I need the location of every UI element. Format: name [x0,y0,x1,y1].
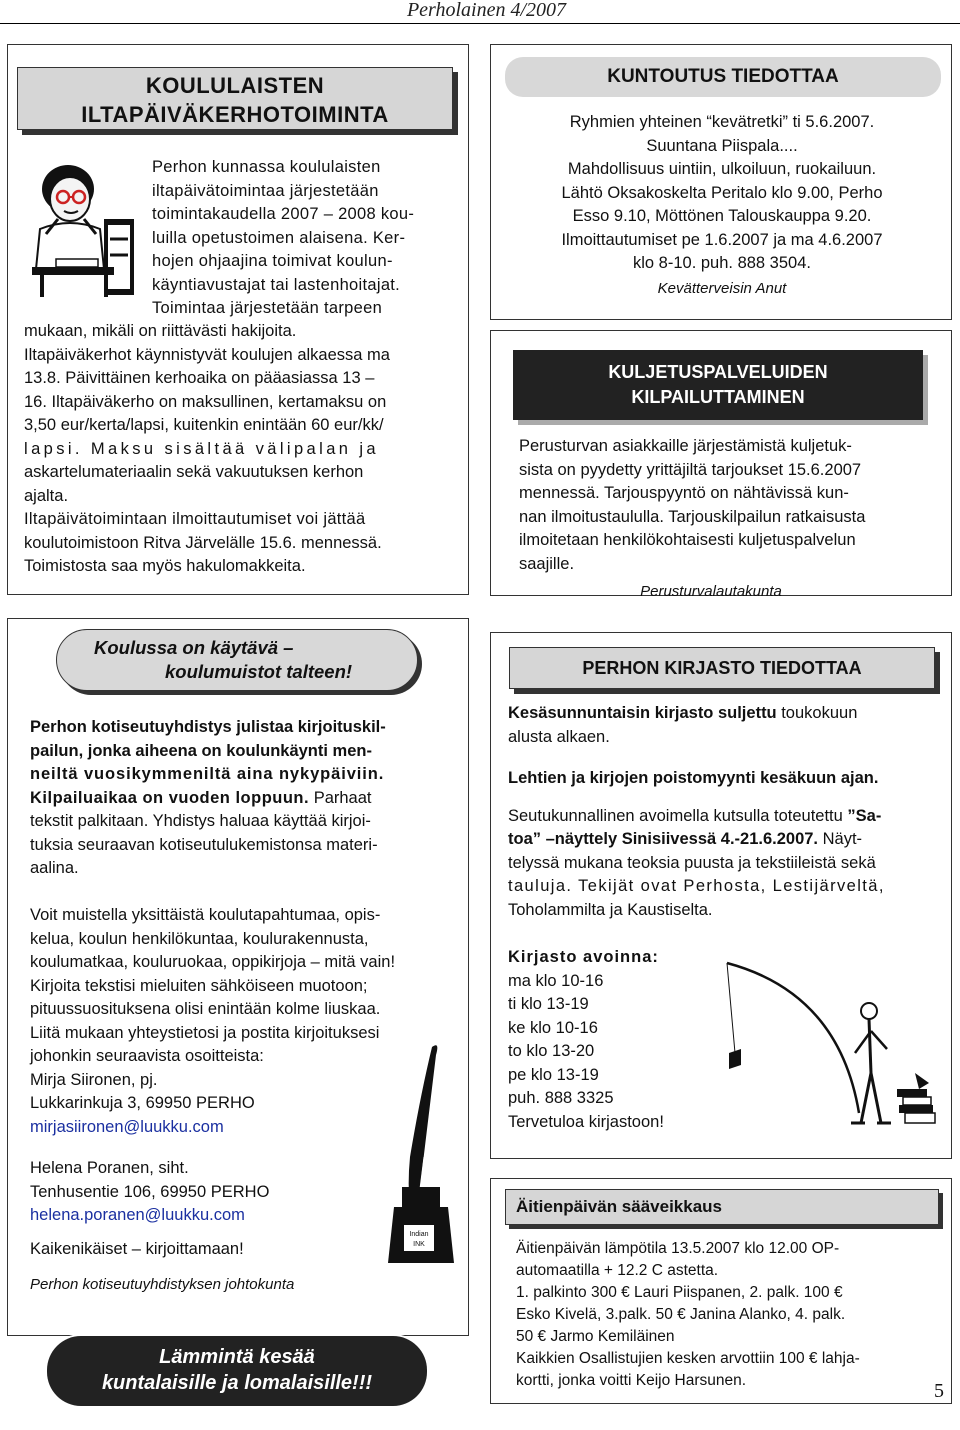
page-header [0,0,960,24]
kuljetus-line: saajille. [519,554,575,573]
koulussa-line5-rest: Parhaat [313,788,372,807]
koululaisten-line: hojen ohjaajina toimivat koulun- [152,252,393,270]
kirjasto-hours-line: puh. 888 3325 [508,1089,614,1107]
koulussa-bold-line: pailun, jonka aiheena on koulunkäynti men- [30,741,372,760]
kuntoutus-line: Ilmoittautumiset pe 1.6.2007 ja ma 4.6.2007 [561,230,883,249]
koulussa-para2-line: Lukkarinkuja 3, 69950 PERHO [30,1094,255,1112]
koululaisten-line: ajalta. [24,486,69,505]
kirjasto-p3-line3: telyssä mukana teoksia puusta ja tekstiileistä sekä [508,853,876,872]
aitienpaiva-line: automaatilla + 12.2 C astetta. [516,1262,719,1279]
kirjasto-p3-bold1: ”Sa- [847,806,882,825]
kuntoutus-title [505,57,941,97]
kirjasto-hours-line: pe klo 13-19 [508,1065,599,1084]
kirjasto-article [490,632,952,1159]
kirjasto-hours-line: ti klo 13-19 [508,995,589,1013]
kirjasto-hours-line: ma klo 10-16 [508,971,604,990]
kirjasto-hours-line: ke klo 10-16 [508,1018,598,1037]
koulussa-contact-line: Tenhusentie 106, 69950 PERHO [30,1182,270,1201]
kirjasto-hours-title: Kirjasto avoinna: [508,948,659,966]
aitienpaiva-line: 1. palkinto 300 € Lauri Piispanen, 2. palk. 100 € [516,1284,843,1301]
aitienpaiva-title-box [505,1189,939,1225]
aitienpaiva-line: Kaikkien Osallistujien kesken arvottiin 100 € lahja- [516,1350,860,1367]
kuntoutus-line: Esso 9.10, Möttönen Talouskauppa 9.20. [572,207,872,225]
koulussa-line: tekstit palkitaan. Yhdistys haluaa käyttää kirjoi- [30,812,371,830]
kuntoutus-line: Mahdollisuus uintiin, ulkoiluun, ruokailuun. [567,160,877,178]
koulussa-para2-line: kelua, koulun henkilökuntaa, koulurakennusta, [30,929,369,948]
koulussa-para2-line: Voit muistella yksittäistä koulutapahtumaa, opis- [30,906,381,924]
koululaisten-title-line1: KOULULAISTEN [145,73,325,98]
kirjasto-p2: Lehtien ja kirjojen poistomyynti kesäkuun ajan. [508,769,879,787]
koulussa-para2-line: Liitä mukaan yhteystietosi ja postita kirjoituksesi [30,1023,380,1042]
koululaisten-line: mukaan, mikäli on riittävästi hakijoita. [24,322,297,340]
koululaisten-line: Toimintaa järjestetään tarpeen [152,299,383,317]
koululaisten-line: Iltapäivätoimintaan ilmoittautumiset voi jättää [24,510,366,528]
kirjasto-p3-bold2: toa” –näyttely Sinisiivessä 4.-21.6.2007. [508,830,819,848]
aitienpaiva-title-text: Äitienpäivän sääveikkaus [516,1197,723,1216]
aitienpaiva-line: Äitienpäivän lämpötila 13.5.2007 klo 12.00 OP- [516,1240,840,1257]
email-link-mirja[interactable]: mirjasiironen@luukku.com [30,1117,224,1136]
reader-fishing-books-illustration [719,933,949,1133]
kuljetus-title-line1: KULJETUSPALVELUIDEN [608,362,828,382]
kuljetus-line: Perusturvan asiakkaille järjestämistä kuljetuk- [519,437,852,455]
kirjasto-p3-rest2: Näyt- [818,830,863,848]
email-link-helena[interactable]: helena.poranen@luukku.com [30,1206,245,1224]
kuntoutus-signature: Kevätterveisin Anut [657,279,787,297]
kirjasto-hours-line: Tervetuloa kirjastoon! [508,1112,664,1131]
kuntoutus-line: Lähtö Oksakoskelta Peritalo klo 9.00, Perho [561,183,883,202]
page-number: 5 [934,1380,944,1402]
kuntoutus-line: klo 8-10. puh. 888 3504. [633,254,811,272]
aitienpaiva-line: kortti, jonka voitti Keijo Harsunen. [516,1372,747,1389]
koululaisten-line: käyntiavustajat tai lastenhoitajat. [152,275,401,294]
koululaisten-line: Iltapäiväkerhot käynnistyvät koulujen alkaessa ma [24,345,390,364]
kuljetus-title-box [513,350,923,420]
kuntoutus-line: Suuntana Piispala.... [646,136,798,155]
kirjasto-p3-line5: Toholammilta ja Kaustiselta. [508,900,713,919]
koululaisten-article [7,44,469,595]
kirjasto-p1-line2: alusta alkaen. [508,727,610,746]
koululaisten-line: 13.8. Päivittäinen kerhoaika on pääasiassa 13 – [24,369,375,387]
koululaisten-line: koulutoimistoon Ritva Järvelälle 15.6. mennessä. [24,533,382,552]
kirjasto-p3-line4: tauluja. Tekijät ovat Perhosta, Lestijärveltä, [508,877,885,895]
koulussa-title-box [56,629,418,691]
koulussa-para2-line: koulumatkaa, kouluruokaa, oppikirjoja – mitä vain! [30,953,396,971]
koulussa-article [7,618,469,1336]
koulussa-bold-line: Kilpailuaikaa on vuoden loppuun. [30,788,310,807]
ink-label-bottom: INK [413,1241,425,1248]
publication-title: Perholainen 4/2007 [406,0,566,21]
ink-label-top: Indian [409,1231,429,1238]
koulussa-line: aalina. [30,859,79,877]
kirjasto-title-box [509,647,935,689]
koululaisten-title-line2: ILTAPÄIVÄKERHOTOIMINTA [81,102,389,127]
kuljetus-line: ilmoitetaan henkilökohtaisesti kuljetuspalvelun [519,531,856,549]
kirjasto-p1-rest: toukokuun [776,704,858,722]
child-at-desk-illustration [26,159,138,299]
kuljetus-line: nan ilmoitustaululla. Tarjouskilpailun ratkaisusta [519,507,866,526]
aitienpaiva-line: Esko Kivelä, 3.palk. 50 € Janina Alanko, 4. palk. [516,1306,846,1323]
koululaisten-line: askartelumateriaalin sekä vakuutuksen kerhon [24,463,364,481]
koulussa-para2-line: Kirjoita tekstisi mieluiten sähköiseen muotoon; [30,976,368,995]
koulussa-para2-line: johonkin seuraavista osoitteista: [30,1047,264,1065]
koulussa-para2-line: pituussuosituksena olisi enintään kolme liuskaa. [30,1000,381,1018]
koulussa-title-line1: Koulussa on käytävä – [94,637,294,658]
kirjasto-p3-start: Seutukunnallinen avoimella kutsulla toteutettu [508,806,848,825]
koulussa-line: tuksia seuraavan kotiseutulukemistonsa materi- [30,835,378,854]
koululaisten-line: Perhon kunnassa koululaisten [152,158,381,176]
koulussa-signature: Perhon kotiseutuyhdistyksen johtokunta [30,1276,295,1293]
koululaisten-line: iltapäivätoimintaa järjestetään [152,181,379,200]
koululaisten-line: toimintakaudella 2007 – 2008 kou- [152,205,415,223]
summer-greeting-banner [47,1336,427,1406]
koululaisten-line: lapsi. Maksu sisältää välipalan ja [24,439,379,458]
banner-line1: Lämmintä kesää [159,1346,315,1368]
kuljetus-signature: Perusturvalautakunta [640,583,782,600]
koululaisten-line: 16. Iltapäiväkerho on maksullinen, kertamaksu on [24,392,387,411]
koulussa-closing: Kaikenikäiset – kirjoittamaan! [30,1239,244,1258]
kuljetus-line: sista on pyydetty yrittäjiltä tarjoukset 15.6.2007 [519,460,862,479]
aitienpaiva-line: 50 € Jarmo Kemiläinen [516,1328,675,1345]
quill-and-ink-illustration [380,1037,466,1277]
kuljetus-line: mennessä. Tarjouspyyntö on nähtävissä kun- [519,484,849,502]
koululaisten-line: 3,50 eur/kerta/lapsi, kuitenkin enintään 60 eur/kk/ [24,416,384,434]
koulussa-contact-line: Helena Poranen, siht. [30,1159,189,1177]
koululaisten-title-box [17,67,453,130]
kuntoutus-article [490,44,952,320]
banner-line2: kuntalaisille ja lomalaisille!!! [101,1372,373,1394]
koulussa-bold-line: Perhon kotiseutuyhdistys julistaa kirjoituskil- [30,718,386,736]
koulussa-bold-line: neiltä vuosikymmeniltä aina nykypäiviin. [30,765,385,783]
kuntoutus-line: Ryhmien yhteinen “kevätretki” ti 5.6.2007. [569,113,875,131]
kirjasto-p1-bold: Kesäsunnuntaisin kirjasto suljettu [508,704,777,722]
aitienpaiva-article [490,1178,952,1404]
kirjasto-title-text: PERHON KIRJASTO TIEDOTTAA [582,658,862,678]
kirjasto-hours-line: to klo 13-20 [508,1042,595,1060]
koululaisten-line: Toimistosta saa myös hakulomakkeita. [24,557,306,575]
koululaisten-line: luilla opetustoimen alaisena. Ker- [152,228,406,247]
kuljetus-article [490,330,952,600]
koulussa-para2-line: Mirja Siironen, pj. [30,1070,158,1089]
kuntoutus-title-text: KUNTOUTUS TIEDOTTAA [607,66,839,87]
koulussa-title-line2: koulumuistot talteen! [165,661,353,682]
kuljetus-title-line2: KILPAILUTTAMINEN [631,387,805,407]
